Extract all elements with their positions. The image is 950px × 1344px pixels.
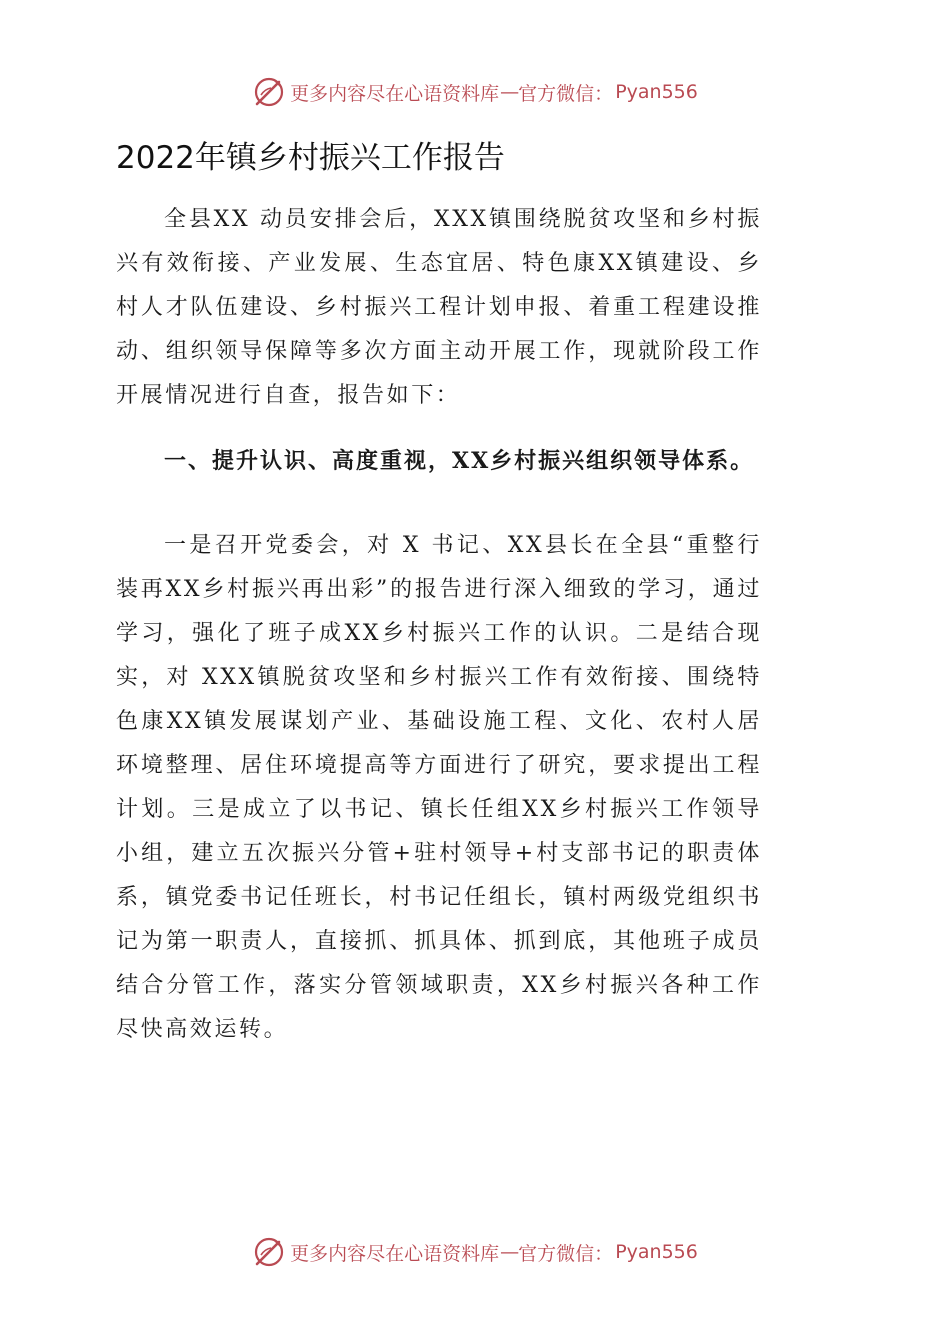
watermark-text: 更多内容尽在心语资料库 <box>290 1242 500 1265</box>
watermark-separator: — <box>500 81 518 103</box>
pen-logo-icon <box>252 75 286 109</box>
section-paragraph-1: 一是召开党委会，对 X 书记、XX县长在全县“重整行装再XX乡村振兴再出彩”的报告进行深入细致的学习，通过学习，强化了班子成XX乡村振兴工作的认识。二是结合现实，对 XXX镇脱贫攻坚和乡村振兴工作有效衔接、围绕特色康XX镇发展谋划产业、基础设施工程、文化、农村人居环境整理、居住环境提高等方面进行了研究，要求提出工程计划。三是成立了以书记、镇长任组XX乡村振兴工作领导小组，建立五次振兴分管+驻村领导+村支部书记的职责体系，镇党委书记任班长，村书记任组长，镇村两级党组织书记为第一职责人，直接抓、抓具体、抓到底，其他班子成员结合分管工作，落实分管领域职责，XX乡村振兴各种工作尽快高效运转。 <box>116 533 762 1042</box>
watermark-wechat-id: Pyan556 <box>615 81 698 103</box>
intro-paragraph: 全县XX 动员安排会后，XXX镇围绕脱贫攻坚和乡村振兴有效衔接、产业发展、生态宜居、特色康XX镇建设、乡村人才队伍建设、乡村振兴工程计划申报、着重工程建设推动、组织领导保障等多次方面主动开展工作，现就阶段工作开展情况进行自查，报告如下： <box>116 207 762 408</box>
document-title: 2022年镇乡村振兴工作报告 <box>116 140 505 176</box>
footer-watermark <box>0 1232 950 1272</box>
section-heading-1: 一、提升认识、高度重视，XX乡村振兴组织领导体系。 <box>164 448 755 474</box>
pen-logo-icon <box>252 1235 286 1269</box>
watermark-wechat-id: Pyan556 <box>615 1241 698 1263</box>
watermark-text: 更多内容尽在心语资料库 <box>290 82 500 105</box>
document-body <box>116 198 762 1052</box>
watermark-wechat-label: 官方微信： <box>518 1242 614 1265</box>
header-watermark <box>0 72 950 112</box>
watermark-wechat-label: 官方微信： <box>518 82 614 105</box>
watermark-separator: — <box>500 1241 518 1263</box>
